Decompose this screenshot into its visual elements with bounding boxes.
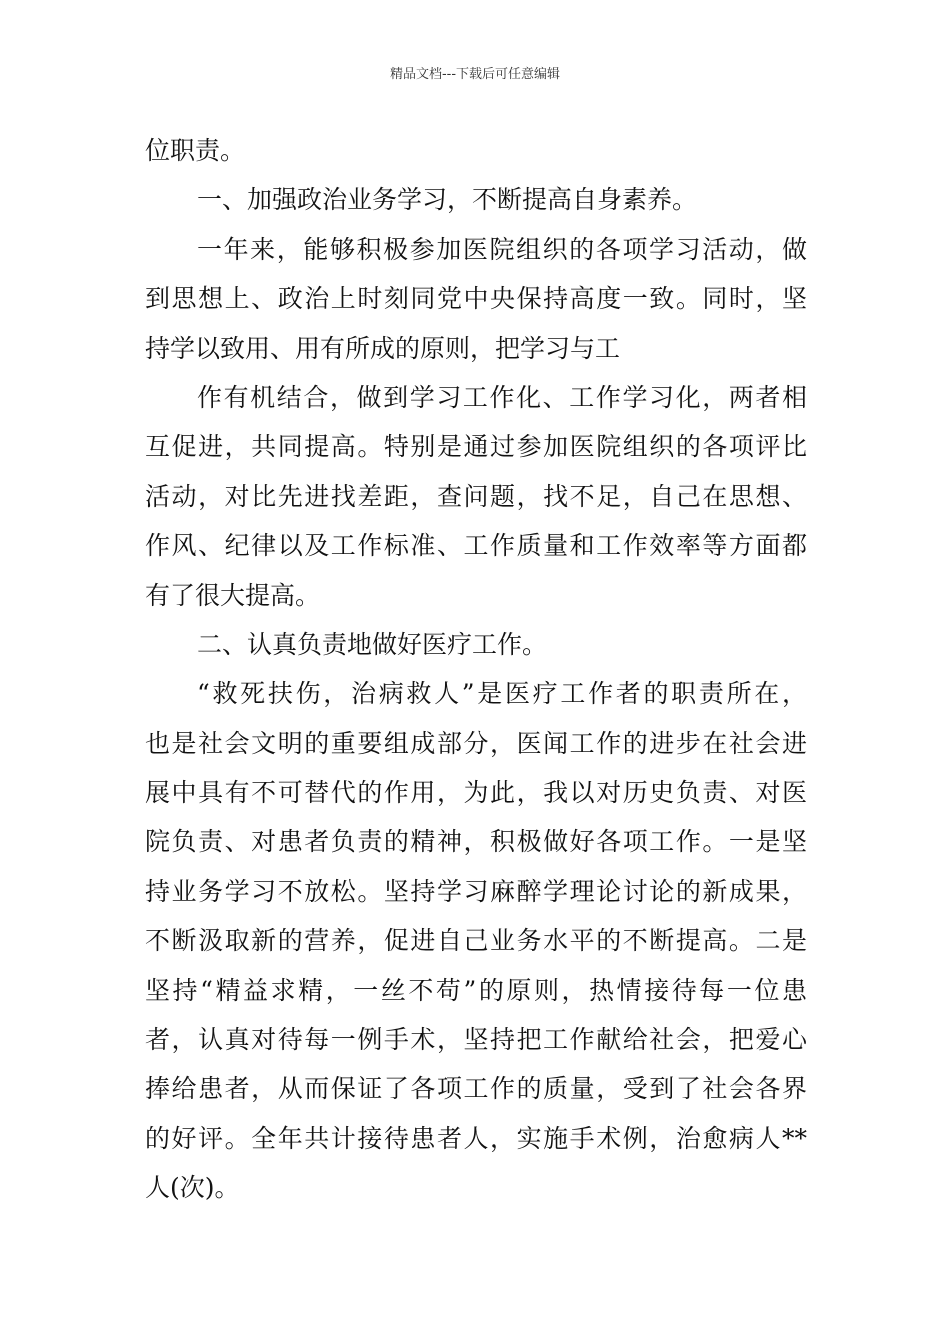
text-line: 互促进，共同提高。特别是通过参加医院组织的各项评比 (145, 432, 807, 462)
text-line: 到思想上、政治上时刻同党中央保持高度一致。同时，坚 (145, 284, 807, 314)
text-line: 作有机结合，做到学习工作化、工作学习化，两者相 (197, 382, 807, 412)
text-line: 持学以致用、用有所成的原则，把学习与工 (145, 333, 621, 363)
text-line: 二、认真负责地做好医疗工作。 (197, 629, 548, 659)
text-line: 展中具有不可替代的作用，为此，我以对历史负责、对医 (145, 778, 807, 808)
text-line: 不断汲取新的营养，促进自己业务水平的不断提高。二是 (145, 926, 807, 956)
text-line: 持业务学习不放松。坚持学习麻醉学理论讨论的新成果， (145, 876, 807, 906)
text-line: 一年来，能够积极参加医院组织的各项学习活动，做 (197, 234, 807, 264)
text-line: 院负责、对患者负责的精神，积极做好各项工作。一是坚 (145, 827, 807, 857)
text-line: 作风、纪律以及工作标准、工作质量和工作效率等方面都 (145, 531, 807, 561)
text-line: 有了很大提高。 (145, 580, 321, 610)
document-body (145, 126, 807, 1213)
text-line: 也是社会文明的重要组成部分，医闻工作的进步在社会进 (145, 728, 807, 758)
text-line: 活动，对比先进找差距，查问题，找不足，自己在思想、 (145, 481, 807, 511)
page-header: 精品文档---下载后可任意编辑 (389, 67, 561, 82)
text-line: 者，认真对待每一例手术，坚持把工作献给社会，把爱心 (145, 1025, 807, 1055)
text-line: 人(次)。 (145, 1173, 240, 1203)
text-line: “救死扶伤，治病救人”是医疗工作者的职责所在， (197, 679, 807, 709)
text-line: 一、加强政治业务学习，不断提高自身素养。 (197, 185, 698, 215)
text-line: 的好评。全年共计接待患者人，实施手术例，治愈病人** (145, 1123, 807, 1153)
text-line: 坚持“精益求精，一丝不苟”的原则，热情接待每一位患 (145, 975, 807, 1005)
text-line: 位职责。 (145, 136, 246, 165)
text-line: 捧给患者，从而保证了各项工作的质量，受到了社会各界 (145, 1074, 807, 1104)
